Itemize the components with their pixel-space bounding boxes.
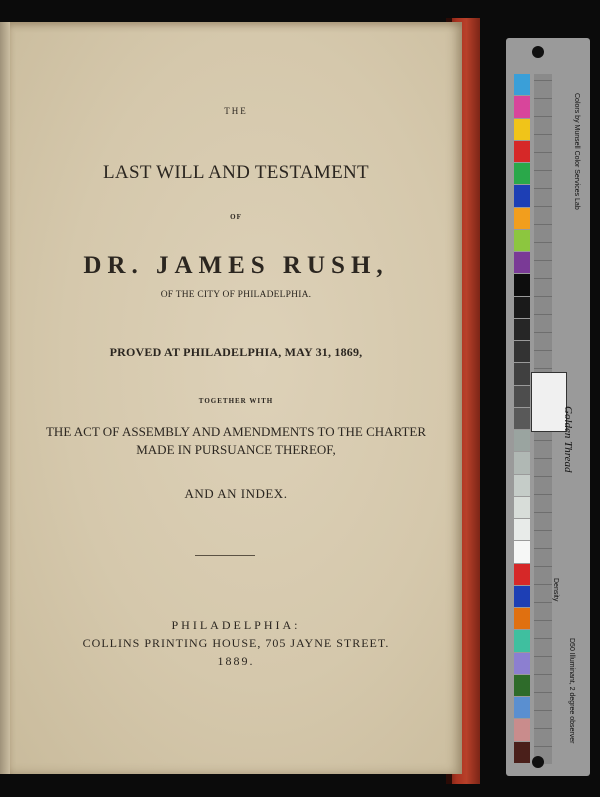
imprint-year: 1889.: [217, 654, 255, 668]
index-line: AND AN INDEX.: [184, 486, 288, 501]
color-patch: [514, 675, 530, 696]
color-patch: [514, 297, 530, 318]
color-patch: [514, 564, 530, 585]
probate-line: PROVED AT PHILADELPHIA, MAY 31, 1869,: [109, 345, 363, 359]
color-patch: [514, 608, 530, 629]
color-patch: [514, 719, 530, 740]
color-patch: [514, 274, 530, 295]
color-patch: [514, 475, 530, 496]
color-patch: [514, 452, 530, 473]
color-patch: [514, 74, 530, 95]
imprint-city: PHILADELPHIA:: [171, 618, 301, 632]
color-patch: [514, 341, 530, 362]
color-patch-strip: [514, 74, 530, 764]
color-patch: [514, 541, 530, 562]
card-title: Colors by Munsell Color Services Lab: [573, 93, 580, 210]
act-line-2: MADE IN PURSUANCE THEREOF,: [136, 442, 336, 457]
document-title: LAST WILL AND TESTAMENT: [103, 162, 369, 183]
testator-name: DR. JAMES RUSH,: [83, 252, 389, 279]
color-patch: [514, 363, 530, 384]
illuminant-label: D50 Illuminant, 2 degree observer: [568, 638, 575, 744]
card-hole-top: [532, 46, 544, 58]
color-patch: [514, 96, 530, 117]
title-page: [10, 22, 462, 774]
card-hole-bottom: [532, 756, 544, 768]
color-patch: [514, 653, 530, 674]
golden-thread-logo: Golden Thread: [562, 406, 574, 473]
color-patch: [514, 630, 530, 651]
color-patch: [514, 408, 530, 429]
color-patch: [514, 319, 530, 340]
color-patch: [514, 163, 530, 184]
testator-city: OF THE CITY OF PHILADELPHIA.: [160, 290, 312, 300]
act-line-1: THE ACT OF ASSEMBLY AND AMENDMENTS TO THE CHARTER: [45, 424, 427, 439]
color-patch: [514, 742, 530, 763]
together-with: TOGETHER WITH: [198, 397, 274, 405]
color-patch: [514, 430, 530, 451]
divider-rule: [195, 555, 255, 556]
color-patch: [514, 230, 530, 251]
color-patch: [514, 208, 530, 229]
color-patch: [514, 519, 530, 540]
color-patch: [514, 141, 530, 162]
color-patch: [514, 697, 530, 718]
color-patch: [514, 497, 530, 518]
color-patch: [514, 386, 530, 407]
color-calibration-card: [506, 38, 590, 776]
color-patch: [514, 185, 530, 206]
color-patch: [514, 252, 530, 273]
color-patch: [514, 119, 530, 140]
density-label: Density: [552, 578, 559, 602]
title-article: THE: [224, 106, 248, 116]
color-patch: [514, 586, 530, 607]
of-word: OF: [230, 213, 242, 221]
imprint-press: COLLINS PRINTING HOUSE, 705 JAYNE STREET.: [82, 636, 390, 650]
